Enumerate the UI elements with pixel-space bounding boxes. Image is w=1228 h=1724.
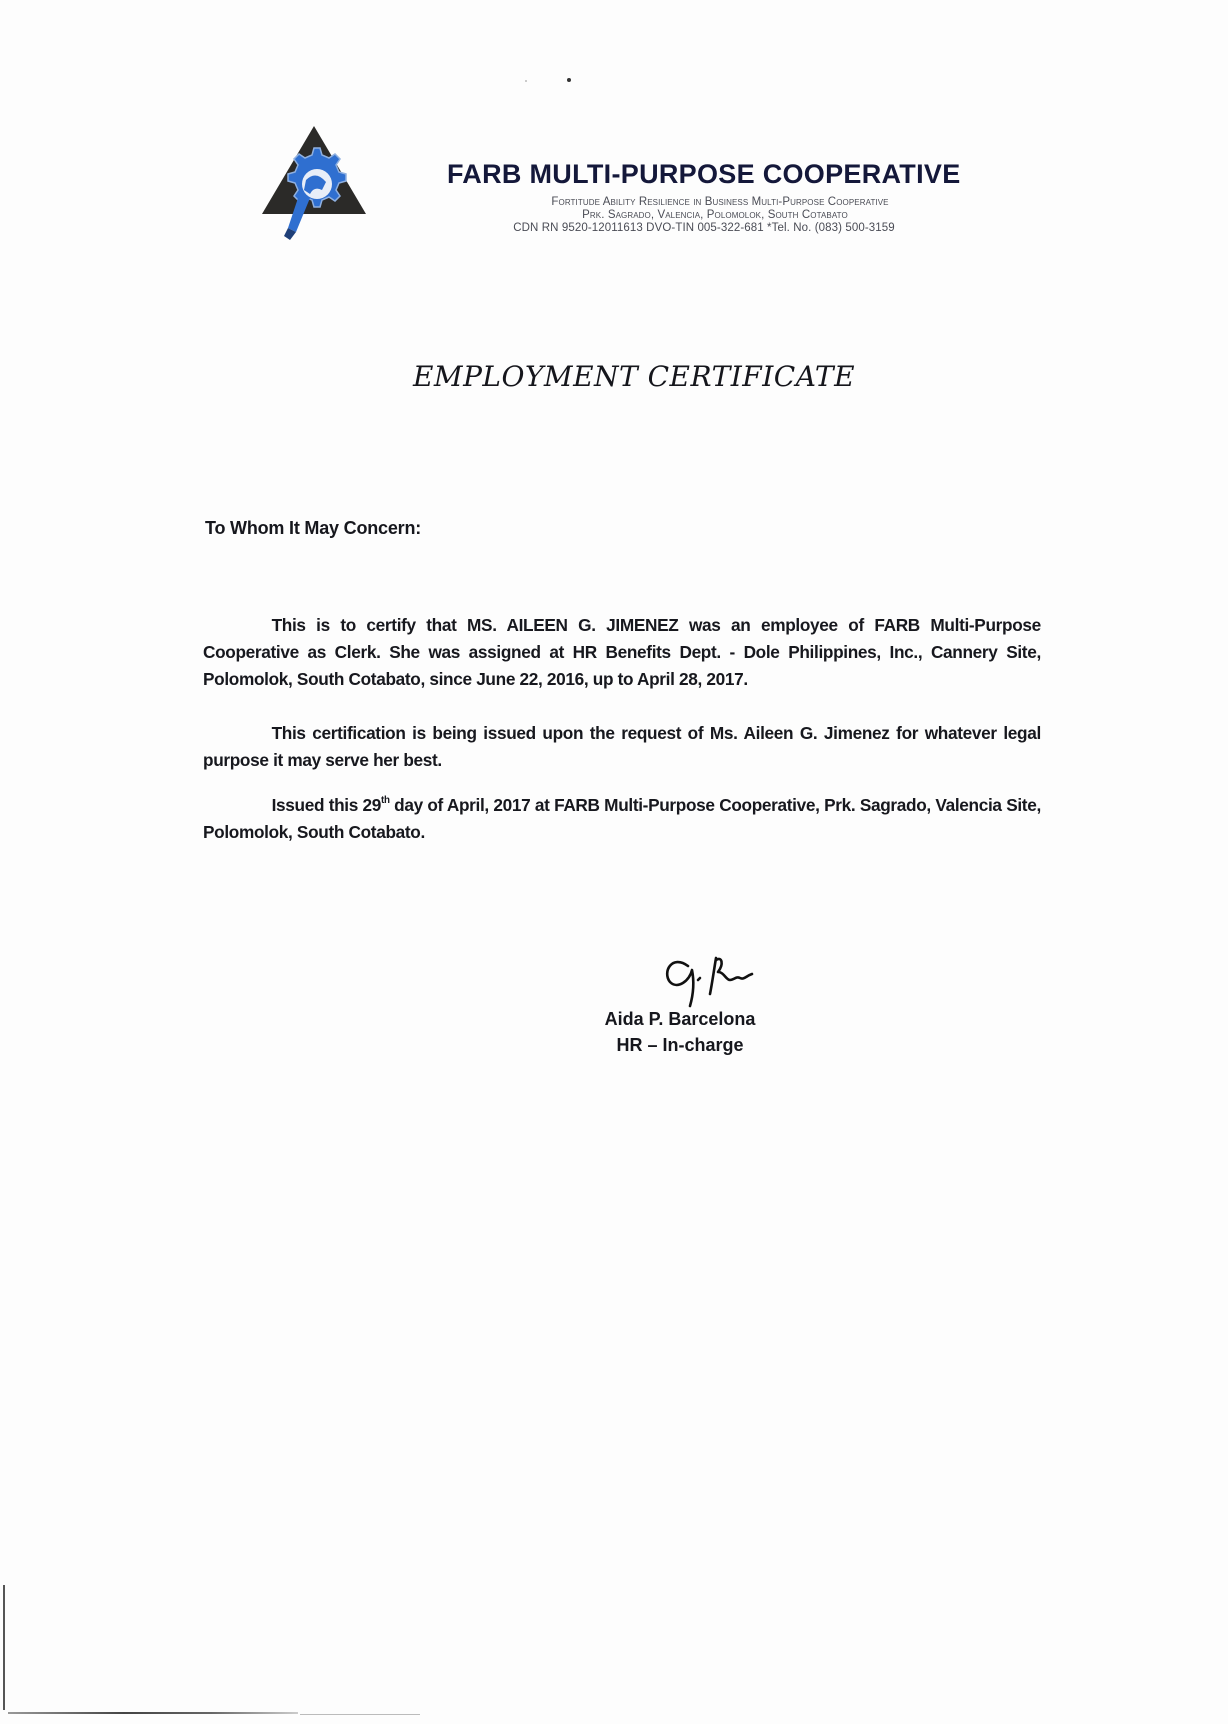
letterhead (405, 158, 1025, 235)
handwritten-signature-icon (660, 950, 810, 1008)
organization-registration: CDN RN 9520-12011613 DVO-TIN 005-322-681 *Tel. No. (083) 500-3159 (513, 222, 895, 234)
scan-edge-bottom (300, 1714, 420, 1715)
signatory-title: HR – In-charge (616, 1035, 744, 1055)
paragraph-text: for whatever legal purpose it may serve her best. (203, 723, 1041, 770)
signatory-block (560, 1007, 800, 1059)
employee-name: MS. AILEEN G. JIMENEZ (467, 615, 679, 635)
salutation: To Whom It May Concern: (205, 518, 422, 538)
scan-edge-bottom (8, 1712, 298, 1714)
requester-name: Ms. Aileen G. Jimenez (709, 723, 890, 743)
signatory-name: Aida P. Barcelona (604, 1009, 756, 1029)
issuance-paragraph (203, 792, 1041, 846)
scan-speck (567, 78, 571, 82)
scan-edge-left (3, 1585, 5, 1710)
gear-triangle-logo-icon (258, 122, 370, 244)
paragraph-text: This is to certify that (271, 615, 468, 635)
document-title: EMPLOYMENT CERTIFICATE (412, 360, 856, 393)
organization-name: FARB MULTI-PURPOSE COOPERATIVE (447, 159, 961, 189)
purpose-paragraph (203, 720, 1041, 774)
certification-paragraph (203, 612, 1041, 693)
paragraph-text: Issued this 29 (271, 795, 382, 815)
ordinal-suffix: th (381, 795, 390, 806)
paragraph-text: This certification is being issued upon the request of (271, 723, 710, 743)
paragraph-text: day of April, 2017 at FARB Multi-Purpose Cooperative, Prk. Sagrado, Valencia Site, Polomolok, South Cotabato. (203, 795, 1041, 842)
organization-tagline: Fortitude Ability Resilience in Business Multi-Purpose Cooperative (551, 196, 889, 208)
paragraph-text: was an employee of FARB Multi-Purpose Cooperative as Clerk. She was assigned at HR Benefits Dept. - Dole Philippines, Inc., Cannery Site, Polomolok, South Cotabato, since June 22, 2016, up to April 28, 2017. (203, 615, 1041, 689)
organization-address: Prk. Sagrado, Valencia, Polomolok, South Cotabato (582, 209, 848, 221)
scan-speck (525, 80, 527, 82)
